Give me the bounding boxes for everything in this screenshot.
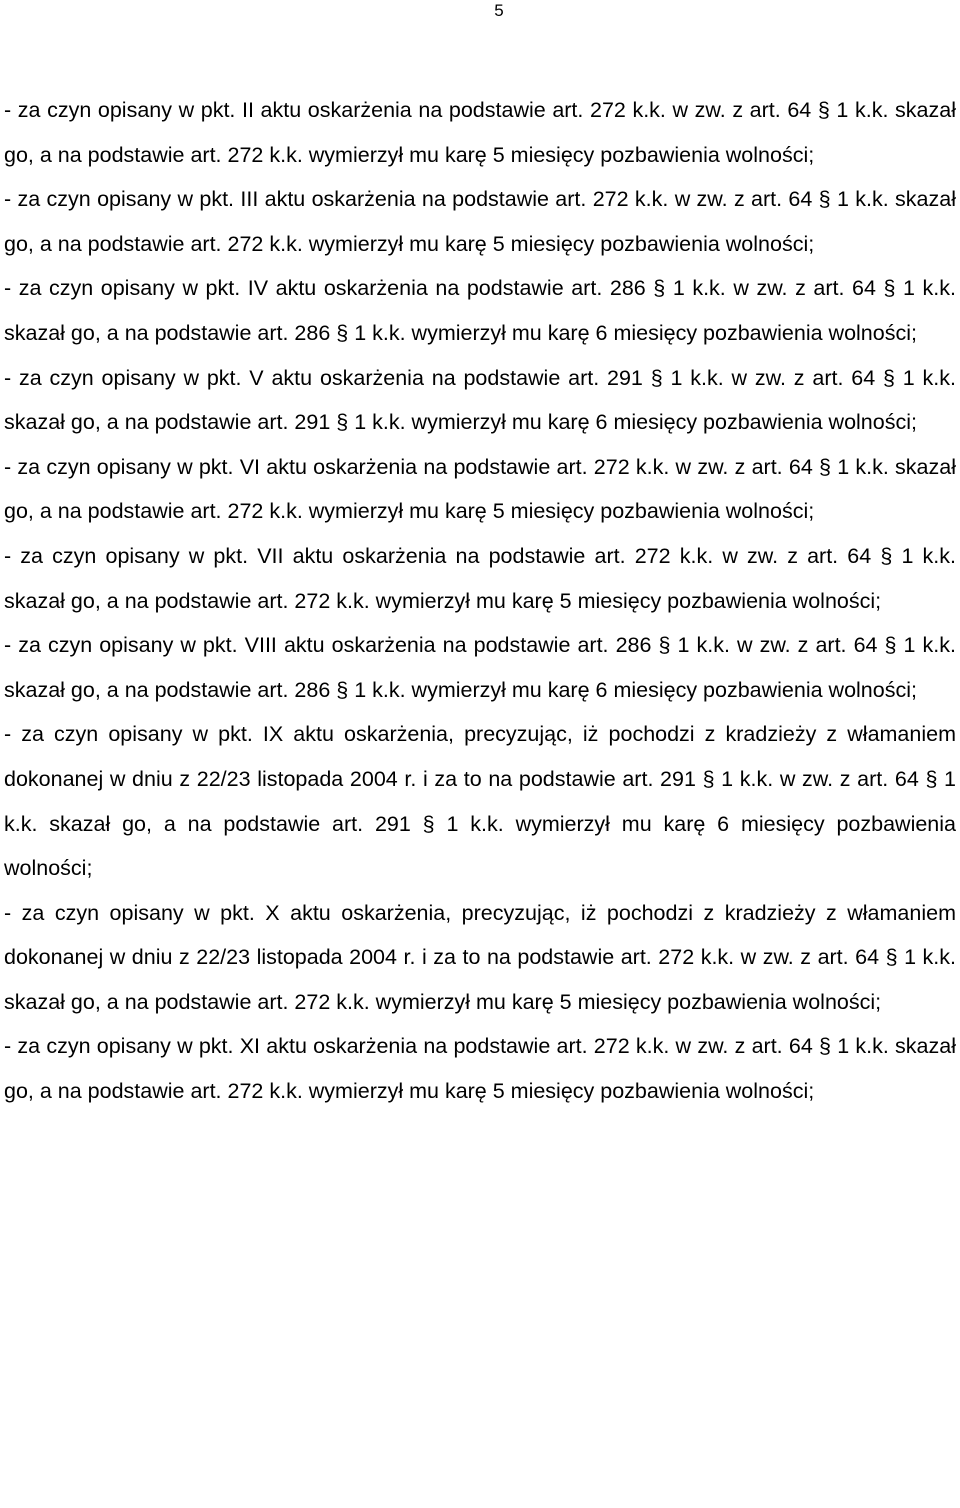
sentence-item-3: - za czyn opisany w pkt. III aktu oskarżenia na podstawie art. 272 k.k. w zw. z art. 64 § 1 k.k. skazał go, a na podstawie art. 272 k.k. wymierzył mu karę 5 miesięcy pozbawienia wolności; [4, 187, 956, 256]
document-body [4, 88, 956, 1114]
sentence-item-5: - za czyn opisany w pkt. V aktu oskarżenia na podstawie art. 291 § 1 k.k. w zw. z art. 64 § 1 k.k. skazał go, a na podstawie art. 291 § 1 k.k. wymierzył mu karę 6 miesięcy pozbawienia wolności; [4, 365, 956, 435]
sentence-item-11: - za czyn opisany w pkt. XI aktu oskarżenia na podstawie art. 272 k.k. w zw. z art. 64 § 1 k.k. skazał go, a na podstawie art. 272 k.k. wymierzył mu karę 5 miesięcy pozbawienia wolności; [4, 1034, 956, 1104]
sentence-item-8: - za czyn opisany w pkt. VIII aktu oskarżenia na podstawie art. 286 § 1 k.k. w zw. z art. 64 § 1 k.k. skazał go, a na podstawie art. 286 § 1 k.k. wymierzył mu karę 6 miesięcy pozbawienia wolności; [4, 633, 956, 702]
sentence-item-6: - za czyn opisany w pkt. VI aktu oskarżenia na podstawie art. 272 k.k. w zw. z art. 64 § 1 k.k. skazał go, a na podstawie art. 272 k.k. wymierzył mu karę 5 miesięcy pozbawienia wolności; [4, 454, 956, 524]
sentence-item-4: - za czyn opisany w pkt. IV aktu oskarżenia na podstawie art. 286 § 1 k.k. w zw. z art. 64 § 1 k.k. skazał go, a na podstawie art. 286 § 1 k.k. wymierzył mu karę 6 miesięcy pozbawienia wolności; [4, 276, 956, 345]
page-number: 5 [494, 1, 504, 20]
sentence-item-2: - za czyn opisany w pkt. II aktu oskarżenia na podstawie art. 272 k.k. w zw. z art. 64 § 1 k.k. skazał go, a na podstawie art. 272 k.k. wymierzył mu karę 5 miesięcy pozbawienia wolności; [4, 98, 956, 167]
sentence-item-10: - za czyn opisany w pkt. X aktu oskarżenia, precyzując, iż pochodzi z kradzieży z włamaniem dokonanej w dniu z 22/23 listopada 2004 r. i za to na podstawie art. 272 k.k. w zw. z art. 64 § 1 k.k. skazał go, a na podstawie art. 272 k.k. wymierzył mu karę 5 miesięcy pozbawienia wolności; [4, 900, 956, 1014]
sentence-item-7: - za czyn opisany w pkt. VII aktu oskarżenia na podstawie art. 272 k.k. w zw. z art. 64 § 1 k.k. skazał go, a na podstawie art. 272 k.k. wymierzył mu karę 5 miesięcy pozbawienia wolności; [4, 543, 956, 613]
sentence-item-9: - za czyn opisany w pkt. IX aktu oskarżenia, precyzując, iż pochodzi z kradzieży z włamaniem dokonanej w dniu z 22/23 listopada 2004 r. i za to na podstawie art. 291 § 1 k.k. w zw. z art. 64 § 1 k.k. skazał go, a na podstawie art. 291 § 1 k.k. wymierzył mu karę 6 miesięcy pozbawienia wolności; [4, 722, 956, 881]
